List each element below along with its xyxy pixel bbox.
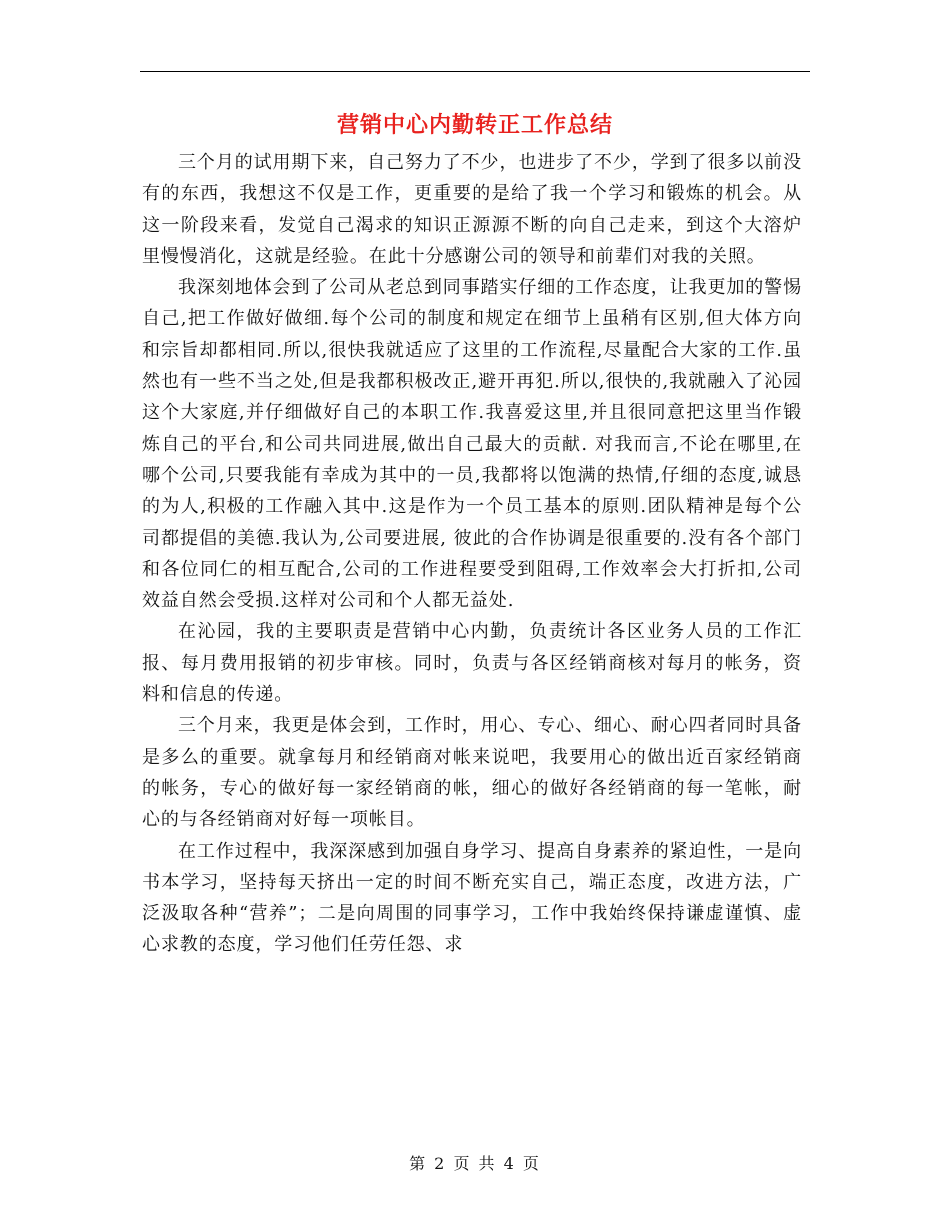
header-rule xyxy=(140,71,810,72)
paragraph-3: 在沁园，我的主要职责是营销中心内勤，负责统计各区业务人员的工作汇报、每月费用报销的初步审核。同时，负责与各区经销商核对每月的帐务，资料和信息的传递。 xyxy=(142,621,802,706)
document-body xyxy=(142,147,802,961)
page-number: 第 2 页 共 4 页 xyxy=(409,1154,541,1173)
paragraph-4: 三个月来，我更是体会到，工作时，用心、专心、细心、耐心四者同时具备是多么的重要。就拿每月和经销商对帐来说吧，我要用心的做出近百家经销商的帐务，专心的做好每一家经销商的帐，细心的做好各经销商的每一笔帐，耐心的与各经销商对好每一项帐目。 xyxy=(142,715,802,831)
document-title: 营销中心内勤转正工作总结 xyxy=(336,112,613,138)
paragraph-1: 三个月的试用期下来，自己努力了不少，也进步了不少，学到了很多以前没有的东西，我想这不仅是工作，更重要的是给了我一个学习和锻炼的机会。从这一阶段来看，发觉自己渴求的知识正源源不断的向自己走来，到这个大溶炉里慢慢消化，这就是经验。在此十分感谢公司的领导和前辈们对我的关照。 xyxy=(142,152,802,267)
paragraph-5: 在工作过程中，我深深感到加强自身学习、提高自身素养的紧迫性，一是向书本学习，坚持每天挤出一定的时间不断充实自己，端正态度，改进方法，广泛汲取各种“营养”；二是向周围的同事学习，工作中我始终保持谦虚谨慎、虚心求教的态度，学习他们任劳任怨、求 xyxy=(142,840,802,956)
paragraph-2: 我深刻地体会到了公司从老总到同事踏实仔细的工作态度，让我更加的警惕自己,把工作做好做细.每个公司的制度和规定在细节上虽稍有区别,但大体方向和宗旨却都相同.所以,很快我就适应了这里的工作流程,尽量配合大家的工作.虽然也有一些不当之处,但是我都积极改正,避开再犯.所以,很快的,我就融入了沁园这个大家庭,并仔细做好自己的本职工作.我喜爱这里,并且很同意把这里当作锻炼自己的平台,和公司共同进展,做出自己最大的贡献. 对我而言,不论在哪里,在哪个公司,只要我能有幸成为其中的一员,我都将以饱满的热情,仔细的态度,诚恳的为人,积极的工作融入其中.这是作为一个员工基本的原则.团队精神是每个公司都提倡的美德.我认为,公司要进展, 彼此的合作协调是很重要的.没有各个部门和各位同仁的相互配合,公司的工作进程要受到阻碍,工作效率会大打折扣,公司效益自然会受损.这样对公司和个人都无益处. xyxy=(142,277,802,612)
